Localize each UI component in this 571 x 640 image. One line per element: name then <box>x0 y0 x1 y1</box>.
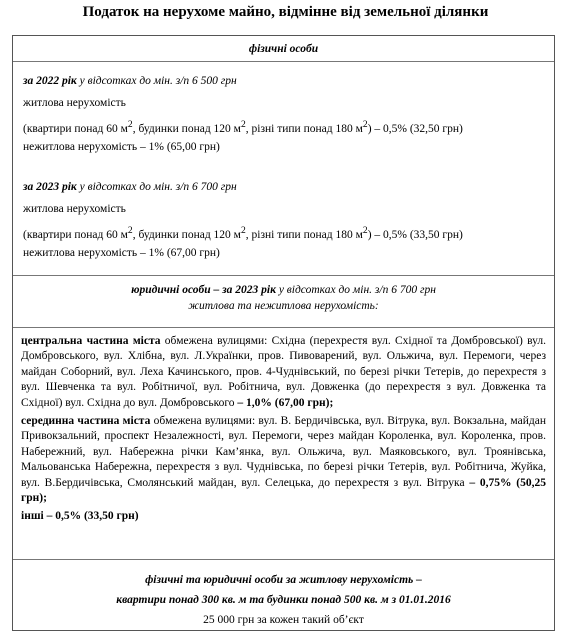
rate-basis-2023: у відсотках до мін. з/п 6 700 грн <box>79 181 237 193</box>
legal-header-line <box>13 284 554 296</box>
middle-zone <box>21 414 546 506</box>
year-2022-line <box>23 70 544 92</box>
individuals-rates <box>13 62 554 276</box>
year-2023-label: за 2023 рік <box>23 181 77 193</box>
legal-subheader: житлова та нежитлова нерухомість: <box>188 300 379 312</box>
middle-zone-text: обмежена вулицями: вул. В. Бердичівська, вул. Вітрука, вул. Вокзальна, майдан Привокзальний, проспект Незалежності, вул. Перемоги, через майдан Короленка, вул. Короленка, пров. Набережний, вул. Набережна річки Кам’янка, вул. Ольжича, вул. Маяковського, вул. Троянівська, Мальованська Набережна, перехрестя з вул. Чуднівська, по березі річки Тетерів, вул. Робітнича, Жуйка, вул. В.Бердичівська, Смолянський майдан, вул. Селецька, до перехрестя з вул. Вітрука <box>21 415 546 489</box>
year-2023-line <box>23 176 544 198</box>
both-line-1: фізичні та юридичні особи за житлову нерухомість – <box>145 574 422 586</box>
nonresidential-2022: нежитлова нерухомість – 1% (65,00 грн) <box>23 141 220 153</box>
central-zone <box>21 334 546 411</box>
middle-zone-rate: – 0,75% (50,25 грн); <box>21 476 546 505</box>
residential-details-2022: (квартири понад 60 $м^2$, будинки понад 120 $м^2$, різні типи понад 180 $м^2) - 0,5\%$ (32,50 грн) <box>23 119 463 135</box>
central-zone-text: обмежена вулицями: Східна (перехрестя вул. Східної та Домбровської) вул. Домбровського, вул. Хлібна, вул. Л.Українки, пров. Пивоварений, вул. Ольжича, вул. Перемоги, через майдан Соборний, вул. Леха Качинського, пров. 4-Чуднівський, по березі річки Тетерів, до перехрестя з вул. Шевченка та вул. Робітничої, вул. Робітнича, вул. Довженка (до перехрестя з вул. Довженка та Східної) вул. Східна до вул. Домбровського <box>21 335 546 409</box>
individuals-header: фізичні особи <box>13 36 554 62</box>
both-line-2: квартири понад 300 кв. м та будинки понад 500 кв. м з 01.01.2016 <box>116 594 451 606</box>
residential-label-2023: житлова нерухомість <box>23 203 126 215</box>
central-zone-rate: – 1,0% (67,00 грн); <box>237 396 334 409</box>
both-line-3: 25 000 грн за кожен такий об’єкт <box>203 614 364 626</box>
residential-label-2022: житлова нерухомість <box>23 97 126 109</box>
other-zone: інші – 0,5% (33,50 грн) <box>21 510 139 523</box>
central-zone-lead: центральна частина міста <box>21 335 161 347</box>
both-section <box>13 560 554 630</box>
legal-header-bold: юридичні особи – за 2023 рік <box>131 284 276 296</box>
tax-table <box>12 35 555 631</box>
year-2022-label: за 2022 рік <box>23 75 77 87</box>
rate-basis-2022: у відсотках до мін. з/п 6 500 грн <box>79 75 237 87</box>
page-title: Податок на нерухоме майно, відмінне від земельної ділянки <box>82 4 489 20</box>
legal-zones <box>13 328 554 560</box>
legal-header-rest: у відсотках до мін. з/п 6 700 грн <box>275 284 436 296</box>
legal-header <box>13 276 554 328</box>
residential-details-2023: (квартири понад 60 $м^2$, будинки понад 120 $м^2$, різні типи понад 180 $м^2) - 0,5\%$ (33,50 грн) <box>23 225 463 241</box>
middle-zone-lead: серединна частина міста <box>21 415 151 428</box>
nonresidential-2023: нежитлова нерухомість – 1% (67,00 грн) <box>23 247 220 259</box>
